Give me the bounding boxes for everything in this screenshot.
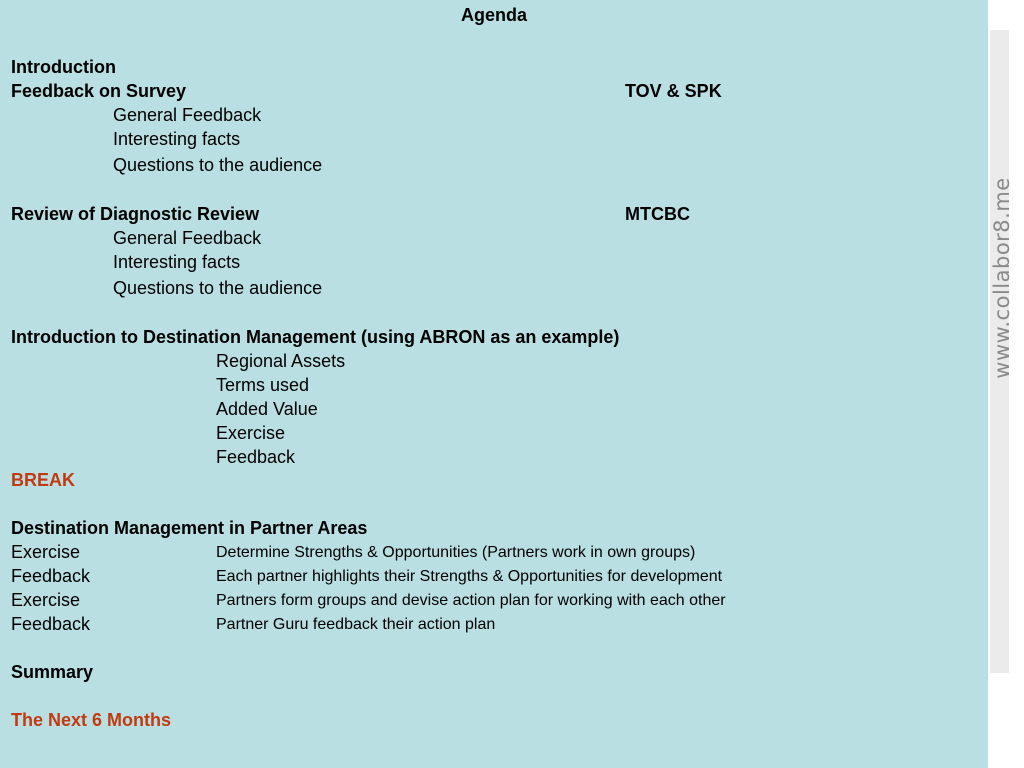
section-diagnostic-review: Review of Diagnostic Review [11,204,260,224]
partner-row-label: Exercise [11,542,81,562]
destination-item: Regional Assets [216,351,346,371]
presenter-survey: TOV & SPK [625,81,722,101]
partner-row-text: Partners form groups and devise action plan for working with each other [216,592,726,609]
diagnostic-item: Interesting facts [113,252,241,272]
presenter-diagnostic: MTCBC [625,204,690,224]
section-next-6-months: The Next 6 Months [11,710,172,730]
partner-row-label: Exercise [11,590,81,610]
destination-item: Terms used [216,375,310,395]
survey-item: Questions to the audience [113,155,323,175]
section-summary: Summary [11,662,94,682]
section-feedback-on-survey: Feedback on Survey [11,81,187,101]
survey-item: Interesting facts [113,129,241,149]
partner-row-text: Determine Strengths & Opportunities (Partners work in own groups) [216,544,696,561]
diagnostic-item: Questions to the audience [113,278,323,298]
destination-item: Feedback [216,447,296,467]
partner-row-text: Each partner highlights their Strengths & Opportunities for development [216,568,723,585]
section-destination-management: Introduction to Destination Management (using ABRON as an example) [11,327,620,347]
destination-item: Exercise [216,423,286,443]
watermark-url: www.collabor8.me [990,177,1014,379]
section-partner-areas: Destination Management in Partner Areas [11,518,368,538]
partner-row-label: Feedback [11,566,91,586]
section-introduction: Introduction [11,57,116,77]
survey-item: General Feedback [113,105,262,125]
partner-row-label: Feedback [11,614,91,634]
partner-row-text: Partner Guru feedback their action plan [216,616,496,633]
break-label: BREAK [11,470,76,490]
page-title: Agenda [460,5,527,25]
diagnostic-item: General Feedback [113,228,262,248]
destination-item: Added Value [216,399,318,419]
